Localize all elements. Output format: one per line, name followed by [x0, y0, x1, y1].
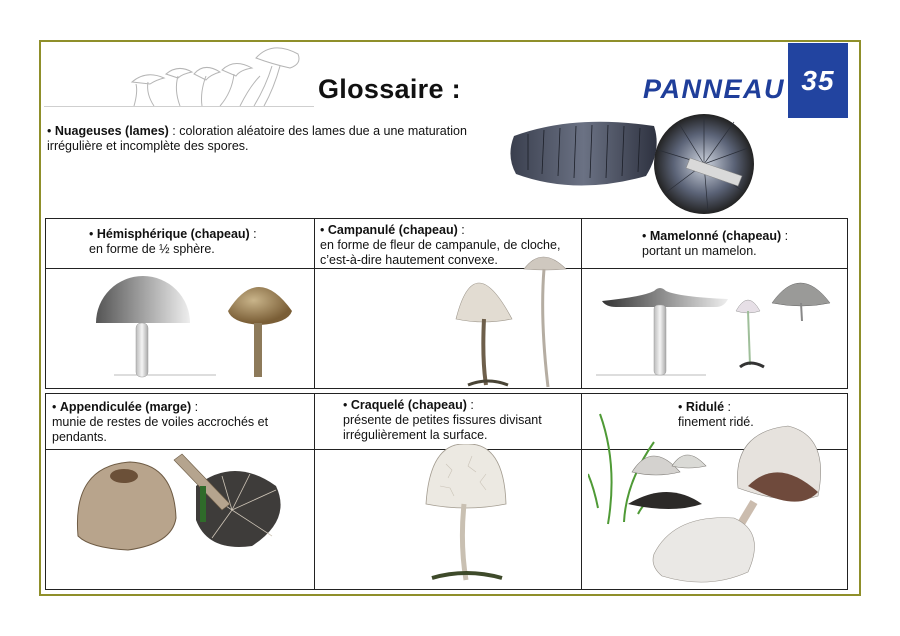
term-colon: : [457, 223, 465, 237]
hemispherical-cap-diagram [94, 271, 309, 386]
term-appendiculee [52, 400, 310, 445]
term-definition: portant un mamelon. [642, 244, 757, 258]
bullet: • [320, 223, 325, 237]
term-label: Hémisphérique (chapeau) [96, 227, 250, 241]
term-colon: : [781, 229, 789, 243]
bullet: • [89, 227, 94, 241]
mushroom-sketch-illustration [44, 44, 314, 108]
term-craquele [343, 398, 575, 443]
intro-definition [47, 124, 497, 154]
column-divider [581, 219, 582, 388]
bullet: • [52, 400, 57, 414]
column-divider [581, 394, 582, 589]
term-label: Appendiculée (marge) [59, 400, 192, 414]
bullet: • [47, 124, 52, 138]
intro-text: : coloration aléatoire des lames due a une maturation irrégulière et incomplète des spores. [47, 124, 467, 153]
panel-number: 35 [801, 64, 835, 96]
umbonate-cap-diagram [596, 281, 841, 381]
panel-label: PANNEAU [643, 74, 786, 104]
term-definition: finement ridé. [678, 415, 754, 429]
bullet: • [678, 400, 683, 414]
term-definition: munie de restes de voiles accrochés et pendants. [52, 415, 269, 444]
glossary-row-2 [45, 393, 848, 590]
term-label: Ridulé [685, 400, 725, 414]
term-mamelonne [642, 229, 842, 259]
term-colon: : [191, 400, 199, 414]
term-hemispherique [89, 227, 309, 257]
column-divider [314, 219, 315, 388]
term-colon: : [724, 400, 732, 414]
term-label: Mamelonné (chapeau) [649, 229, 782, 243]
term-definition: présente de petites fissures divisant irrégulièrement la surface. [343, 413, 542, 442]
bullet: • [343, 398, 348, 412]
glossary-row-1 [45, 218, 848, 389]
panel-number-badge [788, 43, 848, 118]
gills-photo [508, 108, 758, 218]
term-colon: : [249, 227, 257, 241]
cracked-cap-mushroom-photo [416, 444, 516, 584]
header-rule [44, 106, 314, 107]
term-definition: en forme de ½ sphère. [89, 242, 215, 256]
column-divider [314, 394, 315, 589]
page-title: Glossaire : [318, 74, 461, 104]
wrinkled-cap-mushroom-photo [588, 404, 843, 589]
term-colon: : [466, 398, 474, 412]
intro-term: Nuageuses (lames) [54, 124, 169, 138]
appendiculate-mushroom-photo [72, 446, 312, 556]
bullet: • [642, 229, 647, 243]
term-label: Craquelé (chapeau) [350, 398, 467, 412]
term-label: Campanulé (chapeau) [327, 223, 458, 237]
term-definition: en forme de fleur de campanule, de cloche, c’est-à-dire hautement convexe. [320, 238, 561, 267]
campanulate-mushroom-photo [446, 249, 576, 389]
